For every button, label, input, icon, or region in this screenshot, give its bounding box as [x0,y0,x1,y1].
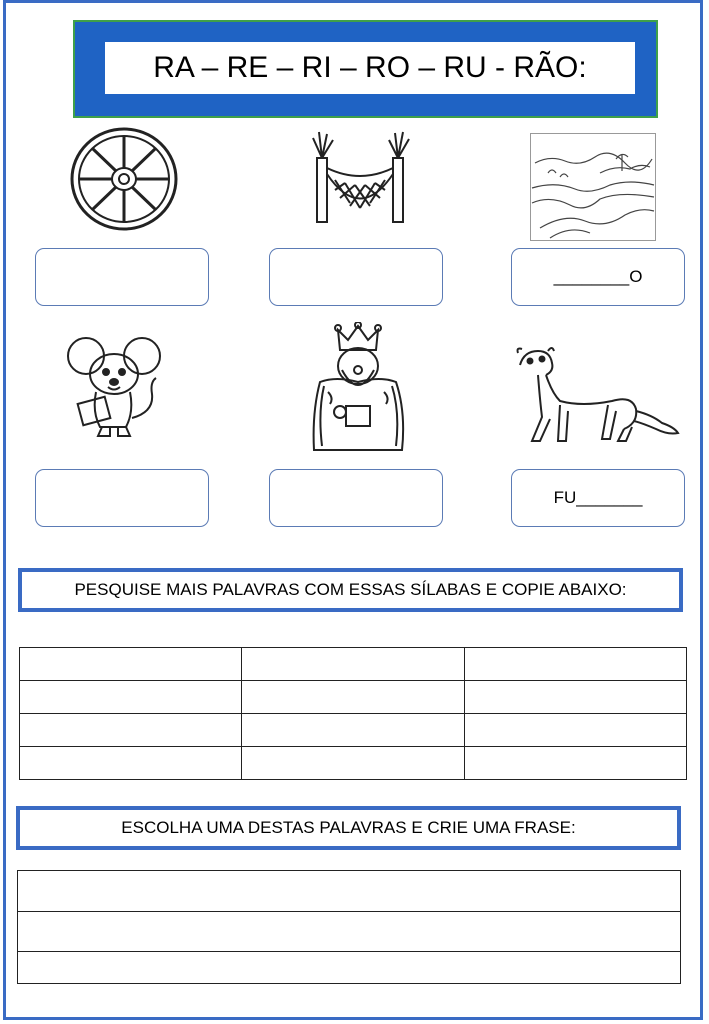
answer-box[interactable] [35,248,209,306]
table-cell[interactable] [242,714,464,747]
table-cell[interactable] [464,648,686,681]
words-table [19,647,687,780]
answer-box[interactable] [35,469,209,527]
sentence-line[interactable] [18,952,681,984]
answer-box[interactable] [269,248,443,306]
king-icon [300,322,418,456]
sentence-line[interactable] [18,912,681,952]
table-row [18,871,681,912]
table-cell[interactable] [242,648,464,681]
table-row [18,952,681,984]
table-row [18,912,681,952]
ferret-icon [512,345,680,447]
wheel-icon [68,125,180,233]
hammock-icon [305,128,415,226]
sentence-line[interactable] [18,871,681,912]
table-row [20,714,687,747]
table-cell[interactable] [20,648,242,681]
title-banner [73,20,658,118]
answer-box[interactable]: ________O [511,248,685,306]
table-cell[interactable] [20,681,242,714]
sentence-table [17,870,681,984]
table-row [20,648,687,681]
page-title: RA – RE – RI – RO – RU - RÃO: [105,42,635,94]
table-cell[interactable] [242,681,464,714]
table-row [20,681,687,714]
answer-box[interactable] [269,469,443,527]
table-cell[interactable] [464,747,686,780]
research-instruction: PESQUISE MAIS PALAVRAS COM ESSAS SÍLABAS E COPIE ABAIXO: [18,568,683,612]
sentence-instruction: ESCOLHA UMA DESTAS PALAVRAS E CRIE UMA FRASE: [16,806,681,850]
mouse-icon [64,332,164,440]
table-cell[interactable] [242,747,464,780]
table-cell[interactable] [464,681,686,714]
table-cell[interactable] [464,714,686,747]
table-cell[interactable] [20,747,242,780]
answer-box[interactable]: FU_______ [511,469,685,527]
table-cell[interactable] [20,714,242,747]
table-row [20,747,687,780]
river-landscape-icon [530,133,656,241]
